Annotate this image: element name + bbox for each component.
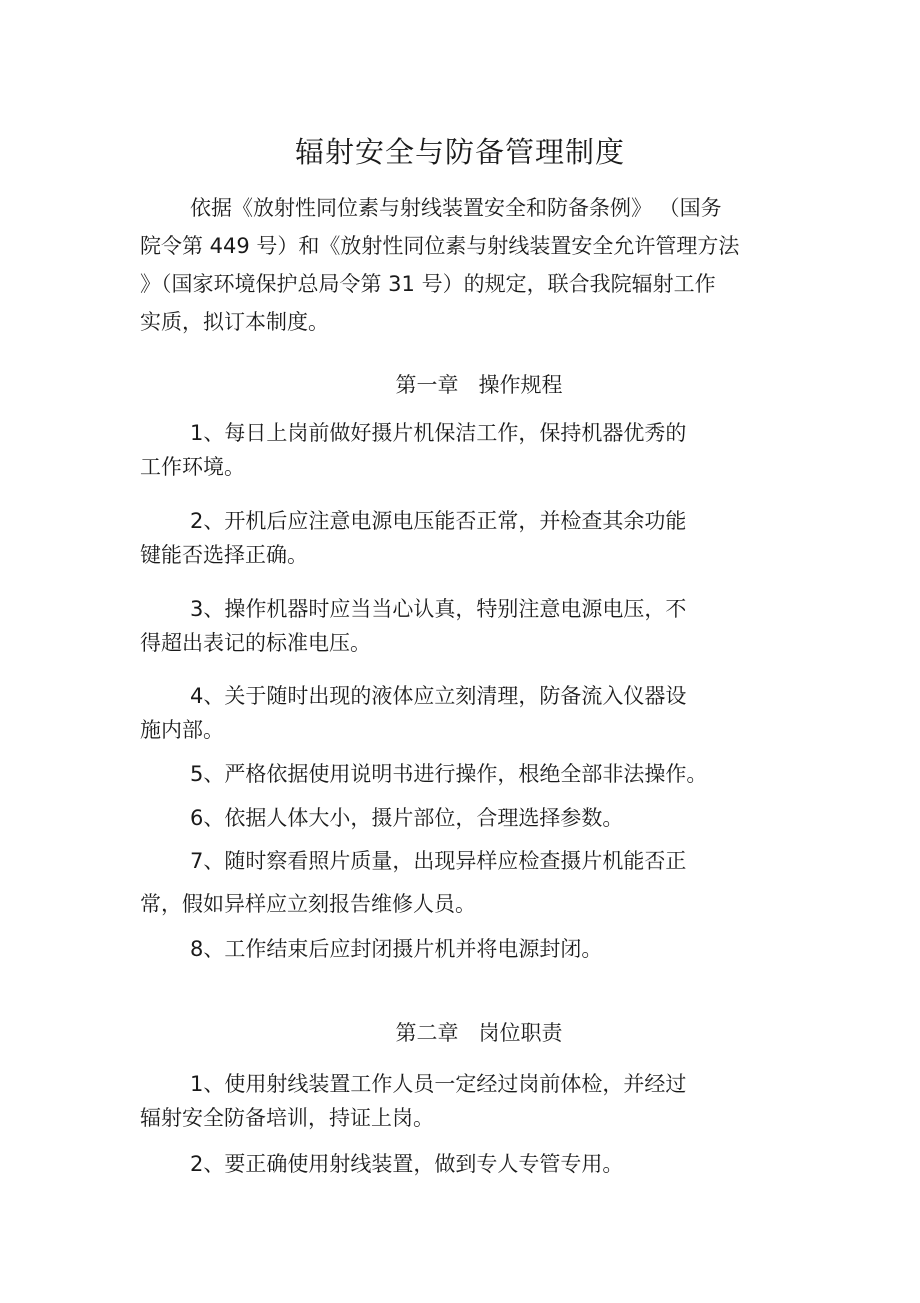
chapter-name: 岗位职责 [478,1021,563,1045]
intro-line-3: 》（国家环境保护总局令第 31 号）的规定，联合我院辐射工作 [140,272,716,296]
chapter-name: 操作规程 [478,373,563,397]
rule-item-line: 键能否选择正确。 [140,543,308,567]
intro-line-4: 实质，拟订本制度。 [140,310,329,334]
rule-item-line: 6、依据人体大小，摄片部位，合理选择参数。 [190,806,624,830]
rule-item-line: 施内部。 [140,718,224,742]
duty-item-line: 辐射安全防备培训，持证上岗。 [140,1106,434,1130]
rule-item-line: 8、工作结束后应封闭摄片机并将电源封闭。 [190,937,603,961]
rule-item-line: 3、操作机器时应当当心认真，特别注意电源电压，不 [190,597,687,621]
intro-line-2: 院令第 449 号）和《放射性同位素与射线装置安全允许管理方法 [140,234,740,258]
rule-item-line: 常，假如异样应立刻报告维修人员。 [140,892,476,916]
intro-line-1: 依据《放射性同位素与射线装置安全和防备条例》 （国务 [190,196,722,220]
rule-item-line: 2、开机后应注意电源电压能否正常，并检查其余功能 [190,509,687,533]
rule-item-line: 工作环境。 [140,455,245,479]
chapter-heading [0,1018,920,1048]
chapter-heading [0,370,920,400]
document-title: 辐射安全与防备管理制度 [294,135,625,169]
rule-item-line: 得超出表记的标准电压。 [140,631,371,655]
rule-item-line: 4、关于随时出现的液体应立刻清理，防备流入仪器设 [190,684,687,708]
duty-item-line: 2、要正确使用射线装置，做到专人专管专用。 [190,1152,624,1176]
rule-item-line: 5、严格依据使用说明书进行操作，根绝全部非法操作。 [190,762,708,786]
rule-item-line: 7、随时察看照片质量，出现异样应检查摄片机能否正 [190,849,687,873]
duty-item-line: 1、使用射线装置工作人员一定经过岗前体检，并经过 [190,1072,687,1096]
rule-item-line: 1、每日上岗前做好摄片机保洁工作，保持机器优秀的 [190,421,687,445]
chapter-number: 第二章 [395,1021,459,1045]
chapter-number: 第一章 [395,373,459,397]
